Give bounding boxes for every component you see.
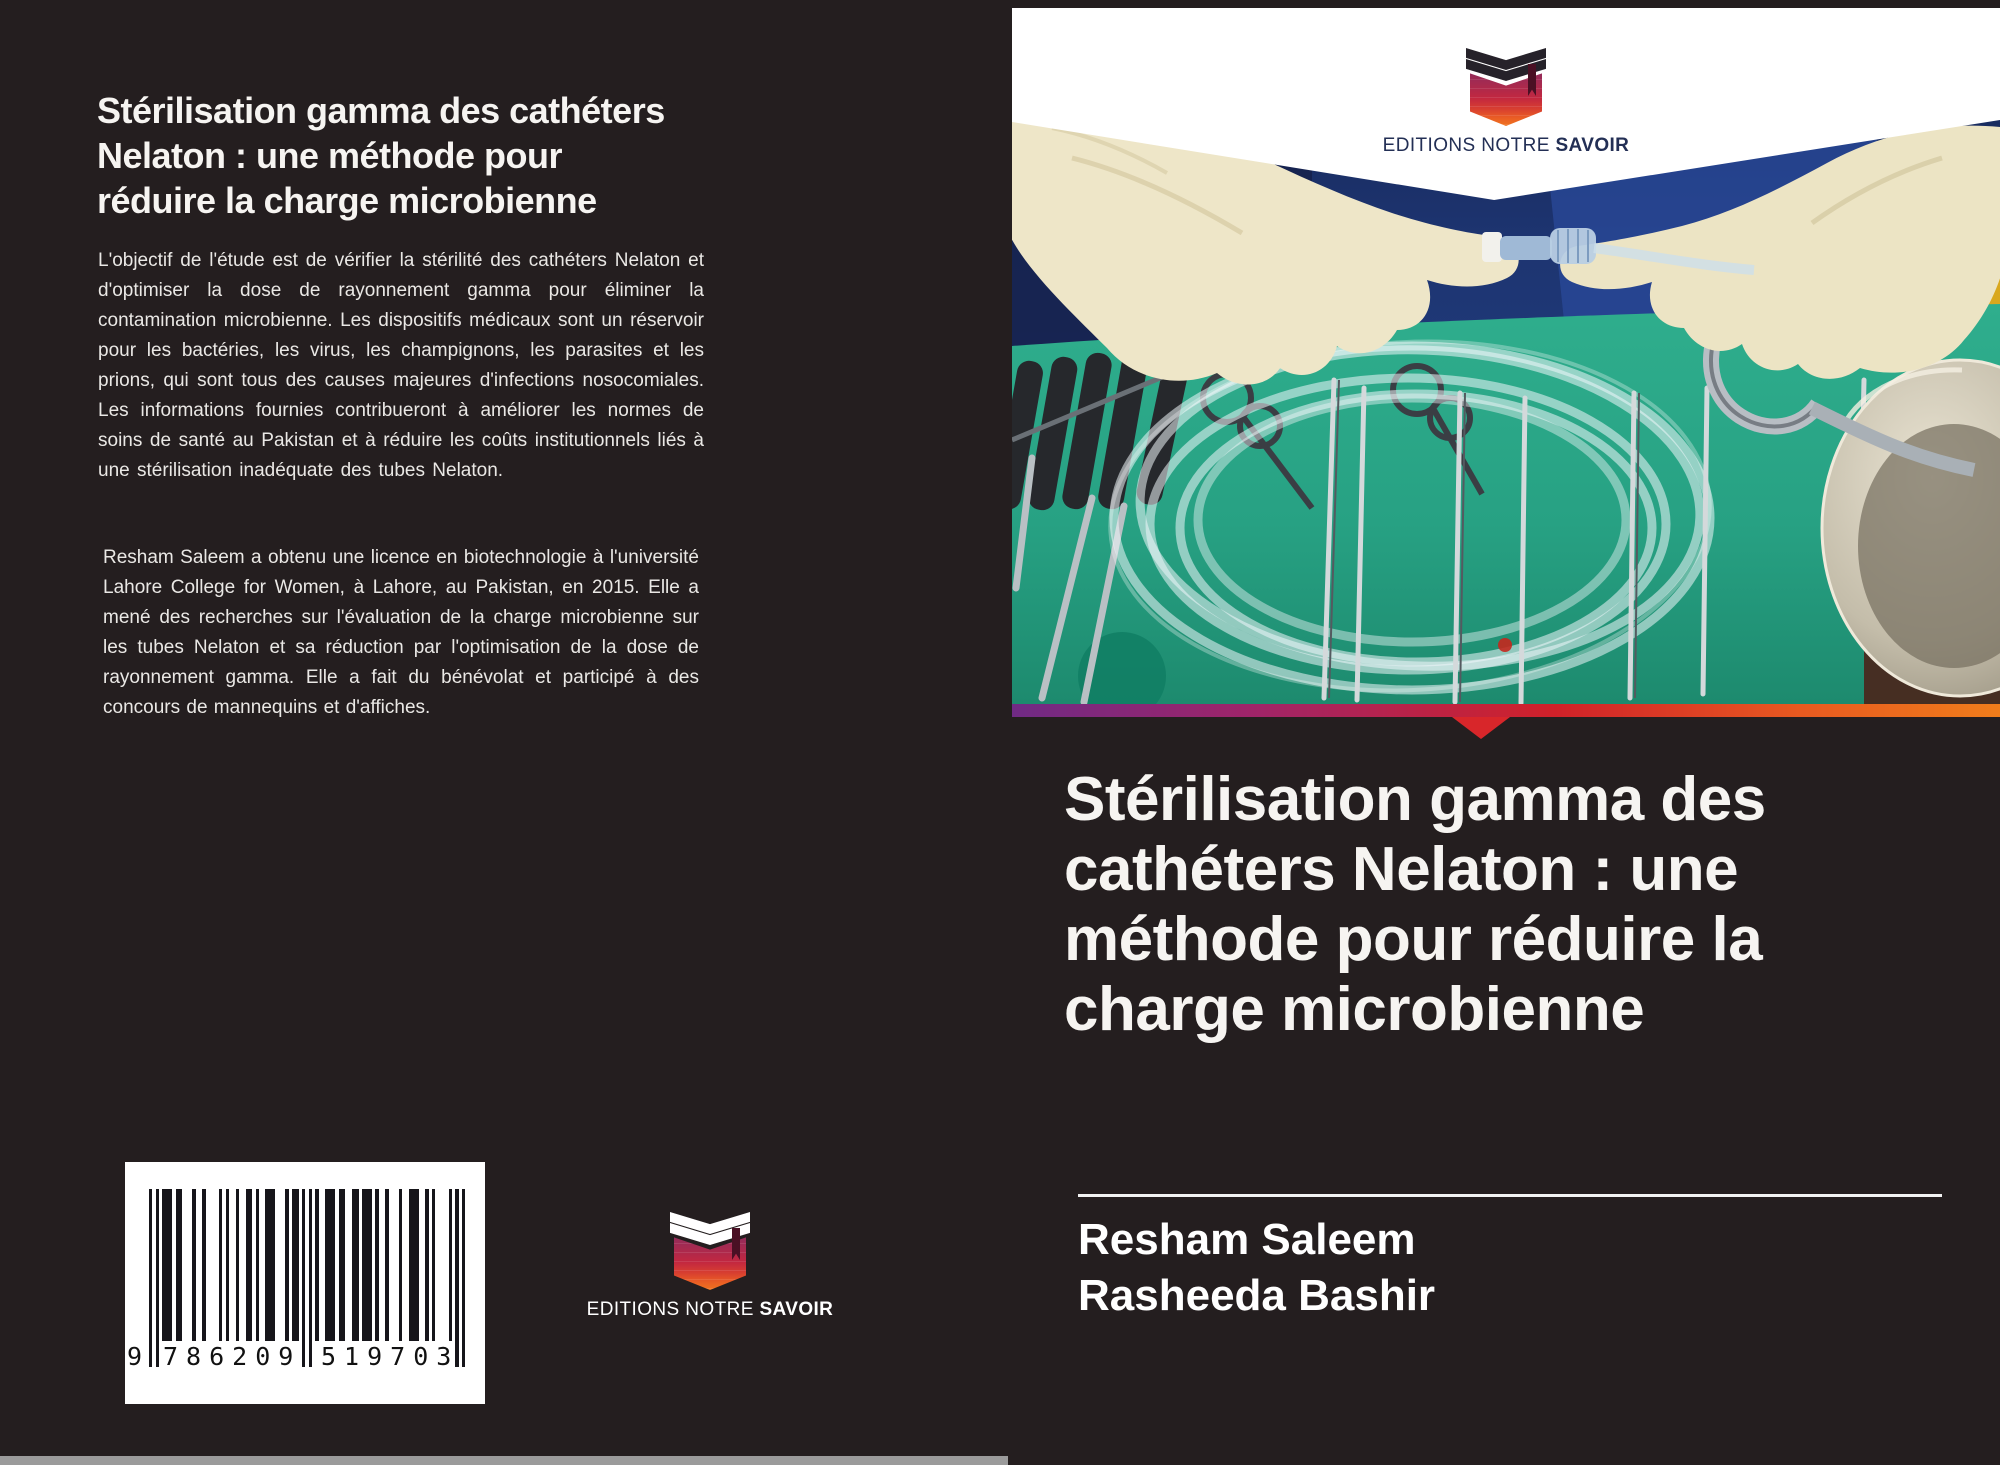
author-name: Rasheeda Bashir — [1078, 1271, 1436, 1320]
barcode-digits — [127, 1340, 469, 1374]
author-names — [1078, 1212, 1435, 1324]
page-edge-strip — [0, 1456, 1010, 1465]
back-title-line: réduire la charge microbienne — [97, 180, 597, 221]
isbn-group1: 786209 — [163, 1342, 302, 1371]
publisher-name-bold: SAVOIR — [759, 1299, 834, 1320]
back-title-line: Nelaton : une méthode pour — [97, 135, 563, 176]
triangle-pointer-icon — [1452, 717, 1510, 739]
publisher-logo — [1012, 48, 2000, 157]
front-title-line: charge microbienne — [1064, 975, 1645, 1044]
publisher-name-bold: SAVOIR — [1555, 135, 1630, 156]
barcode — [125, 1162, 485, 1404]
author-divider-rule — [1078, 1194, 1942, 1197]
synopsis-text: L'objectif de l'étude est de vérifier la stérilité des cathéters Nelaton et d'optimiser la dose de rayonnement gamma pour éliminer la contamination microbienne. Les dispositifs médicaux sont un réservoir pour les bactéries, les virus, les champignons, les parasites et les prions, qui sont tous des causes majeures d'infections nosocomiales. Les informations fournies contribueront à améliorer les normes de soins de santé au Pakistan et à réduire les coûts institutionnels liés à une stérilisation inadéquate des tubes Nelaton. — [98, 250, 704, 481]
publisher-book-icon — [664, 1212, 756, 1290]
isbn-group2: 519703 — [321, 1342, 460, 1371]
publisher-wordmark — [560, 1299, 860, 1321]
publisher-book-icon — [1460, 48, 1552, 126]
front-title-line: cathéters Nelaton : une — [1064, 835, 1739, 904]
accent-gradient-strip — [1012, 704, 2000, 717]
back-title — [97, 88, 665, 223]
back-title-line: Stérilisation gamma des cathéters — [97, 90, 665, 131]
publisher-logo — [560, 1212, 860, 1321]
front-title-line: Stérilisation gamma des — [1064, 765, 1766, 834]
author-name: Resham Saleem — [1078, 1215, 1416, 1264]
isbn-prefix: 9 — [127, 1342, 143, 1371]
publisher-wordmark — [1012, 135, 2000, 157]
cover-photo — [1012, 8, 2000, 704]
publisher-name-regular: EDITIONS NOTRE — [1382, 135, 1550, 156]
front-title — [1064, 765, 1766, 1045]
publisher-name-regular: EDITIONS NOTRE — [586, 1299, 754, 1320]
front-title-line: méthode pour réduire la — [1064, 905, 1763, 974]
author-bio-text: Resham Saleem a obtenu une licence en biotechnologie à l'université Lahore College for Women, à Lahore, au Pakistan, en 2015. Elle a mené des recherches sur l'évaluation de la charge microbienne sur les tubes Nelaton et sa réduction par l'optimisation de la dose de rayonnement gamma. Elle a fait du bénévolat et participé à des concours de mannequins et d'affiches. — [103, 547, 699, 718]
